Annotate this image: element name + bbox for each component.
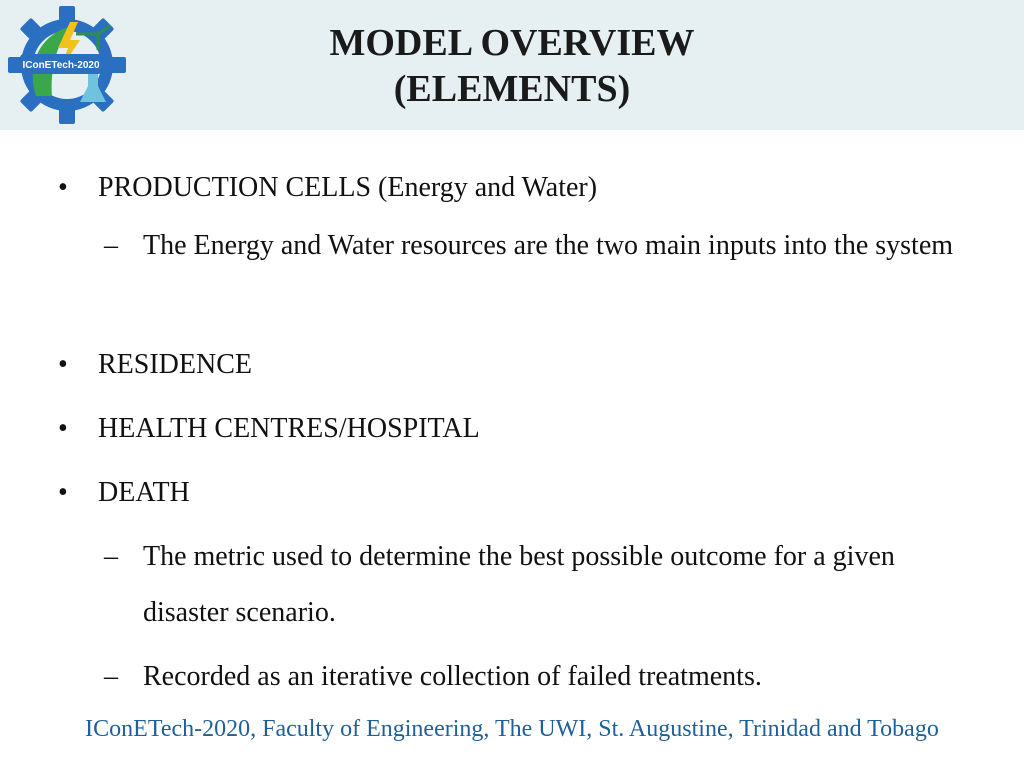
bullet-text: DEATH [98, 477, 190, 508]
bullet-marker: • [58, 172, 68, 203]
bullet-marker: • [58, 349, 68, 380]
subbullet-text: Recorded as an iterative collection of failed treatments. [143, 661, 762, 692]
subbullet-text: The metric used to determine the best possible outcome for a given disaster scenario. [143, 541, 895, 628]
dash-marker: – [104, 230, 118, 261]
dash-marker: – [104, 541, 118, 572]
logo-label: IConETech-2020 [22, 60, 100, 71]
bullet-text: RESIDENCE [98, 349, 252, 380]
dash-marker: – [104, 661, 118, 692]
bullet-text: HEALTH CENTRES/HOSPITAL [98, 413, 480, 444]
bullet-text: PRODUCTION CELLS (Energy and Water) [98, 172, 598, 203]
subbullet-metric [104, 529, 964, 641]
title-line-2: (ELEMENTS) [393, 68, 631, 110]
title-line-1: MODEL OVERVIEW [329, 22, 695, 64]
bullet-marker: • [58, 413, 68, 444]
page-title [0, 20, 1024, 112]
subbullet-energy-water [104, 218, 964, 274]
subbullet-text: The Energy and Water resources are the two main inputs into the system [143, 230, 954, 261]
subbullet-recorded [104, 649, 964, 705]
footer-credit: IConETech-2020, Faculty of Engineering, The UWI, St. Augustine, Trinidad and Tobago [85, 716, 939, 742]
bullet-marker: • [58, 477, 68, 508]
